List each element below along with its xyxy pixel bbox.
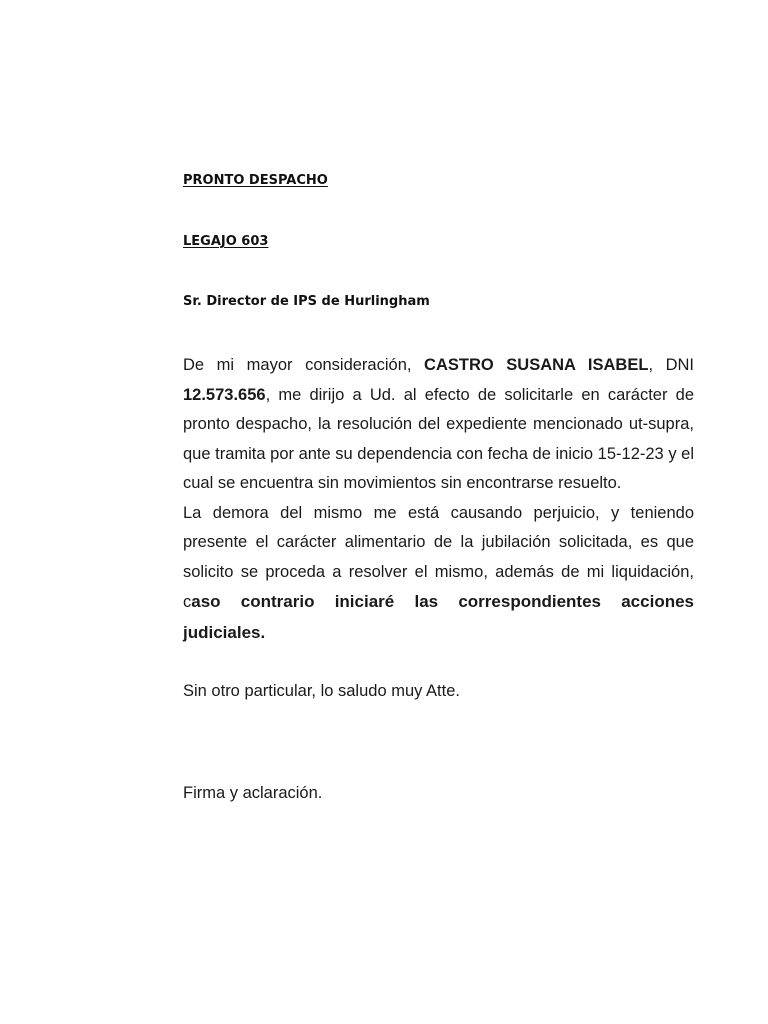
- paragraph-request-text: , me dirijo a Ud. al efecto de solicitarle en carácter de pronto despacho, la resolución del expediente mencionado ut-supra, que tramita por ante su dependencia con fecha de inicio 15-12-23 y el cual se encuentra sin movimientos sin encontrarse resuelto.: [183, 385, 694, 492]
- paragraph-intro: De mi mayor consideración,: [183, 356, 425, 374]
- paragraph-request: [183, 351, 694, 499]
- signature-line: Firma y aclaración.: [183, 784, 323, 802]
- paragraph-delay: [183, 499, 694, 649]
- addressee-line: Sr. Director de IPS de Hurlingham: [183, 294, 430, 309]
- paragraph-delay-text: La demora del mismo me está causando perjuicio, y teniendo presente el carácter alimentario de la jubilación solicitada, es que solicito se proceda a resolver el mismo, además de mi liquidación, c: [183, 503, 694, 611]
- legal-action-warning: aso contrario iniciaré las correspondientes acciones judiciales.: [183, 592, 694, 642]
- dni-label: , DNI: [648, 356, 695, 374]
- letter-body: [183, 351, 694, 648]
- document-title: PRONTO DESPACHO: [183, 173, 328, 188]
- closing-line: Sin otro particular, lo saludo muy Atte.: [183, 682, 460, 700]
- dni-number: 12.573.656: [183, 385, 266, 404]
- applicant-name: CASTRO SUSANA ISABEL: [424, 356, 649, 374]
- legajo-number: LEGAJO 603: [183, 234, 269, 249]
